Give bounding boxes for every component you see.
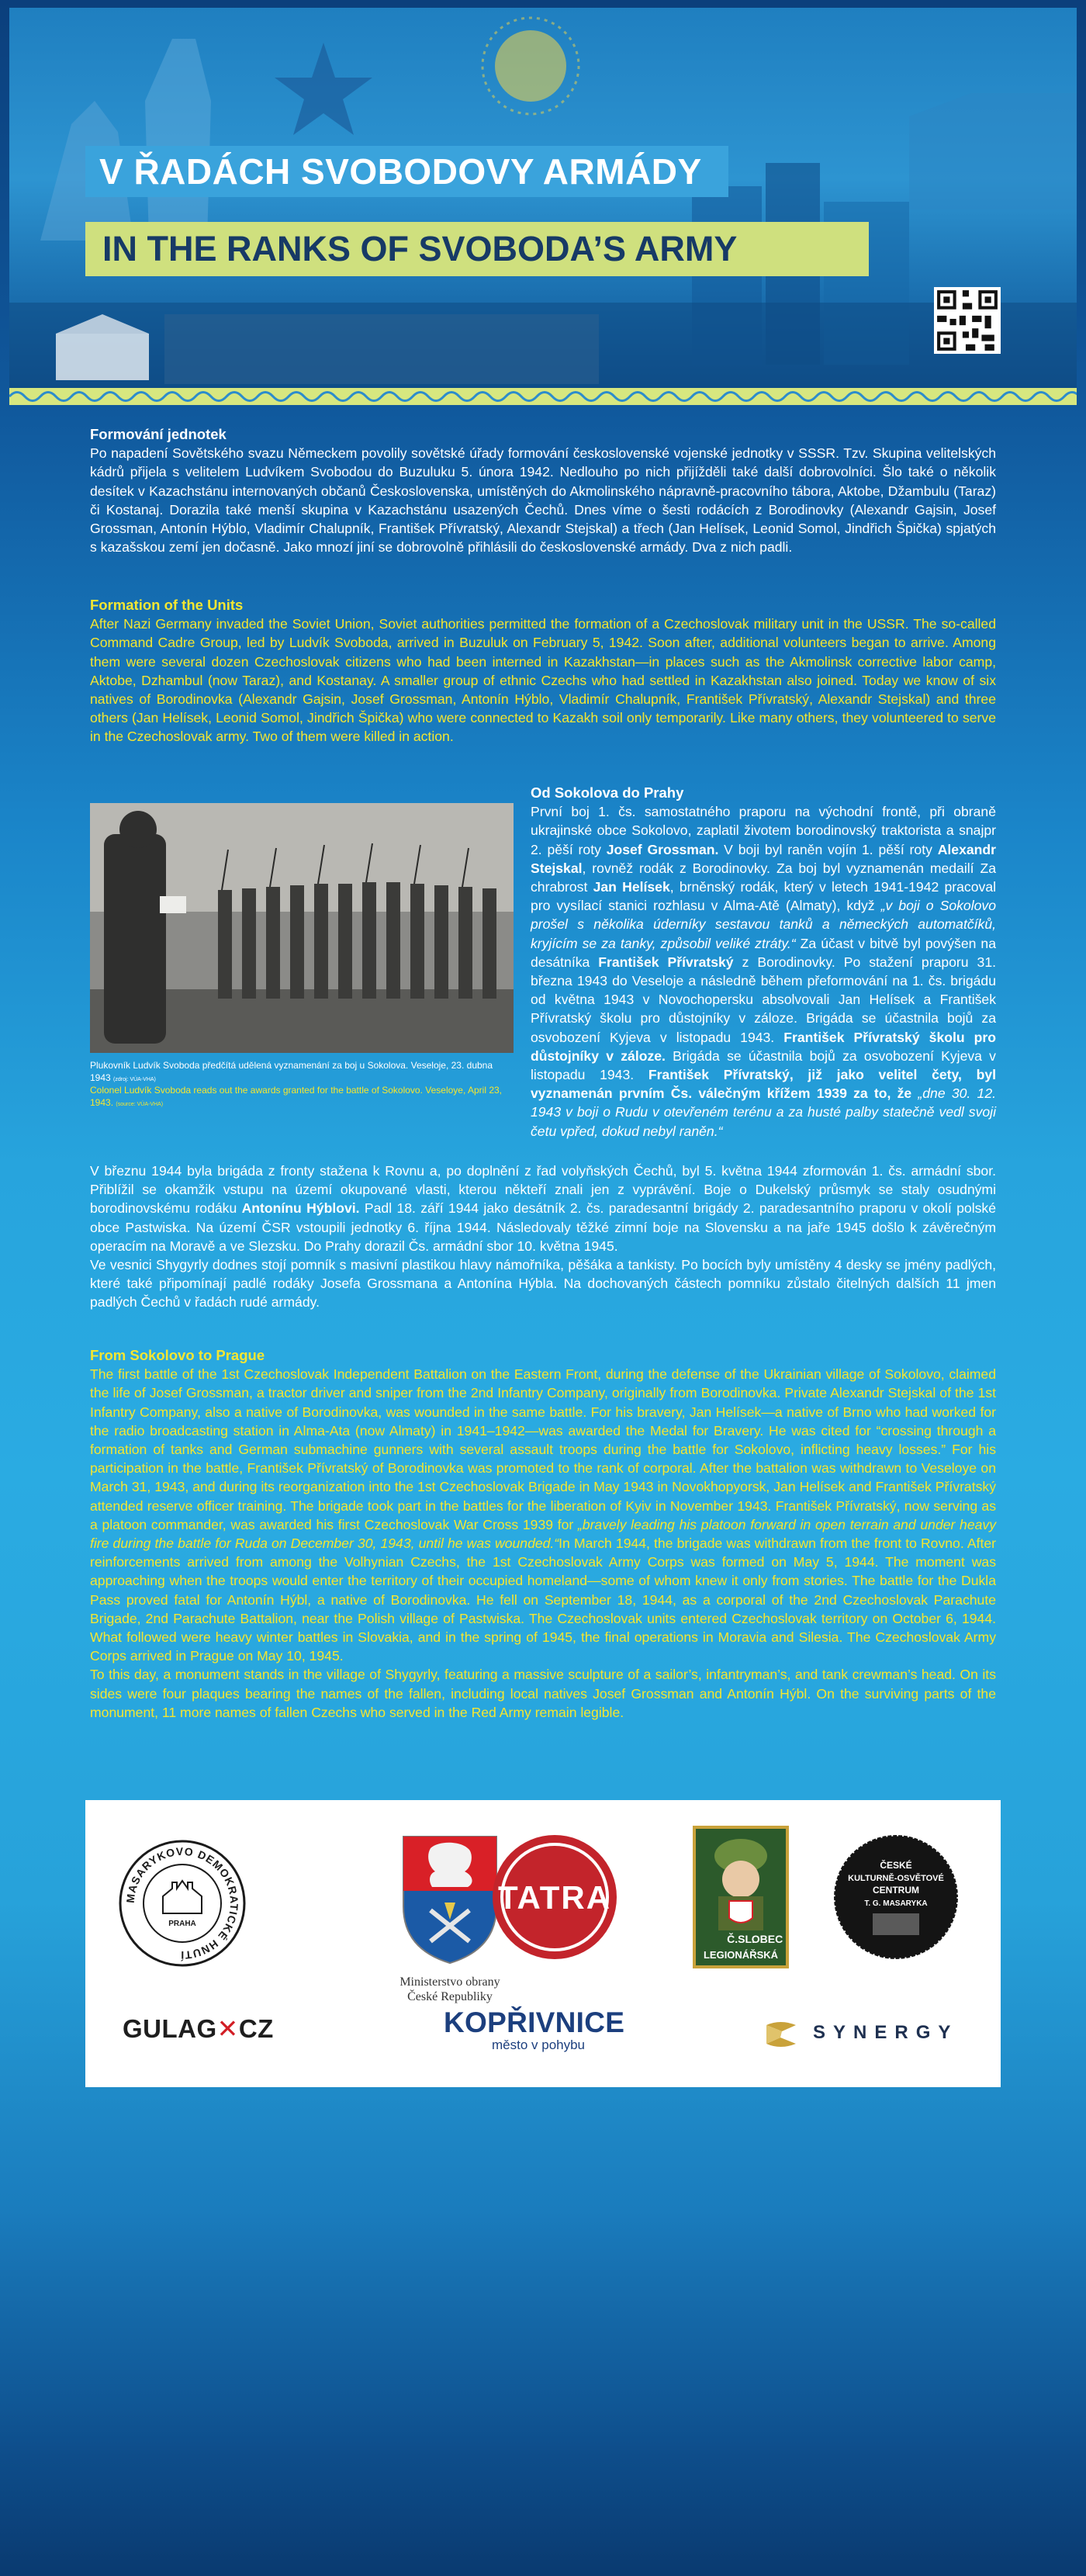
photo-source-en: (source: VÚA-VHA): [116, 1101, 164, 1107]
text-run: , brněnský rodák, který v letech 1941-1942 pracoval pro vysílací stanici rozhlasu v Alma-Atě (Almaty), když: [531, 879, 997, 914]
synergy-wordmark: SYNERGY: [813, 2022, 959, 2043]
title-czech: V ŘADÁCH SVOBODOVY ARMÁDY: [85, 146, 728, 197]
name-stejskal: Alexandr Stejskal: [531, 841, 996, 876]
tgm-line-4: T. G. MASARYKA: [864, 1899, 928, 1908]
text-run: V březnu 1944 byla brigáda z fronty stažena k Rovnu a, po doplnění z řad volyňských Čechů, byl 5. května 1944 zformován 1. čs. armádní sbor. Přiblížil se okamžik vstupu na území okupované vlasti, kterou někteří znali jen z vyprávění. Boje o Dukelský průsmyk se staly osudnými borodinovskému rodáku: [90, 1163, 996, 1217]
text-run: z Borodinovky. Po stažení praporu 31. března 1943 do Veseloje a následně během přeformování na 1. čs. brigádu od května 1943 v Novochopersku absolvovali Jan Helísek a František Přívratský školu pro důstojníky v záloze. Brigáda se účastnila bojů za osvobození Kyjeva v listopadu 1943.: [531, 954, 997, 1045]
heading-formation-en: Formation of the Units: [90, 597, 244, 613]
heading-formation-cz: Formování jednotek: [90, 426, 227, 442]
paragraph-sokolovo-en: [90, 1365, 996, 1665]
koprivnice-tagline: město v pohybu: [492, 2038, 586, 2052]
section-formation-en: [90, 596, 996, 746]
koprivnice-logo: [444, 2008, 669, 2053]
masaryk-city: PRAHA: [168, 1920, 196, 1928]
historical-photo-svoboda: [90, 803, 514, 1053]
tgm-line-2: KULTURNĚ-OSVĚTOVÉ: [848, 1874, 944, 1883]
paragraph-monument-en: To this day, a monument stands in the village of Shygyrly, featuring a massive sculpture of a sailor’s, infantryman’s, and tank crewman’s head. On its sides were four plaques bearing the names of the fallen, including local natives Josef Grossman and Antonín Hýbl. On the surviving parts of the monument, 11 more names of fallen Czechs who served in the Red Army remain legible.: [90, 1667, 996, 1720]
heading-sokolovo-en: From Sokolovo to Prague: [90, 1347, 265, 1363]
tgm-line-1: ČESKÉ: [880, 1860, 912, 1871]
gulag-cz-word: CZ: [238, 2014, 274, 2043]
section-sokolovo-cz-column: [531, 784, 996, 1141]
paragraph-sokolovo-cz-column: [531, 802, 996, 1141]
legion-line-2: OBEC: [751, 1933, 783, 1945]
photo-caption-cz-text: Plukovník Ludvík Svoboda předčítá udělená vyznamenání za boj u Sokolova. Veselojе, 23. dubna 1943: [90, 1060, 493, 1083]
text-run: Brigáda se účastnila bojů za osvobození Kyjeva v listopadu 1943.: [531, 1047, 996, 1083]
partner-logos: [85, 1800, 1001, 2087]
ministry-of-defence-label: [372, 1975, 527, 2004]
mocr-line-2: České Republiky: [407, 1990, 493, 2003]
award-privratsky: František Přívratský, již jako velitel čety, byl vyznamenán prvním Čs. válečným křížem 1939 za to, že: [531, 1067, 996, 1102]
masaryk-movement-logo: [116, 1837, 248, 1969]
gulag-cross-icon: ✕: [216, 2014, 239, 2043]
photo-caption-en-text: Colonel Ludvík Svoboda reads out the awards granted for the battle of Sokolovo. Veseloye, April 23, 1943.: [90, 1085, 503, 1108]
section-formation-cz: [90, 425, 996, 556]
paragraph-formation-en: After Nazi Germany invaded the Soviet Union, Soviet authorities permitted the formation of a Czechoslovak military unit in the USSR. The so-called Command Cadre Group, led by Ludvík Svoboda, arrived in Buzuluk on February 5, 1942. Soon after, additional volunteers began to arrive. Among them were several dozen Czechoslovak citizens who had been interned in Kazakhstan—in places such as the Akmolinsk corrective labor camp, Aktobe, Dzhambul (now Taraz), and Kostanay. A smaller group of ethnic Czechs who had settled in Kazakhstan also joined. Today we know of six natives of Borodinovka (Alexandr Gajsin, Josef Grossman, Antonín Hýblo, Vladimír Chalupník, František Přívratský, Alexandr Stejskal) and three others (Jan Helísek, Leonid Somol, Jindřich Špička) who were connected to Kazakh soil only temporarily. Like many others, they volunteered to serve in the Czechoslovak army. Two of them were killed in action.: [90, 616, 996, 745]
text-run: Za účast v bitvě byl povýšen na desátníka: [531, 935, 997, 970]
qr-code-icon: [934, 287, 1001, 354]
text-run: První boj 1. čs. samostatného praporu na východní frontě, při obraně ukrajinské obce Sokolovo, zaplatil životem borodinovský traktorista a snajpr 2. pěší roty: [531, 804, 996, 857]
section-sokolovo-cz-full: [90, 1162, 996, 1312]
paragraph-monument-cz: Ve vesnici Shygyrly dodnes stojí pomník s masivní plastikou hlavy námořníka, pěšáka a tankisty. Po bocích byly umístěny 4 desky se jmény padlých, které také připomínají padlé rodáky Josefa Grossmana a Antonína Hýbla. Na dochovaných částech pomníku zůstalo čitelných dalších 11 jmen padlých Čechů v řadách rudé armády.: [90, 1257, 996, 1311]
tgm-line-3: CENTRUM: [873, 1885, 919, 1896]
text-run: , rovněž rodák z Borodinovky. Za boj byl vyznamenán medailí Za chrabrost: [531, 860, 996, 895]
photo-caption-en: [90, 1085, 514, 1110]
legion-line-1: Č.SL.: [727, 1933, 755, 1945]
section-sokolovo-en: [90, 1346, 996, 1722]
paragraph-formation-cz: Po napadení Sovětského svazu Německem povolily sovětské úřady formování československé vojenské jednotky v SSSR. Tzv. Skupina velitelských kádrů přijela s velitelem Ludvíkem Svobodou do Buzuluku 5. února 1942. Nedlouho po nich přijížděli také další dobrovolníci. Šlo také o několik desítek v Kazachstánu internovaných občanů Československa, umístěných do Akmolinského nápravně-pracovního tábora, Aktobe, Džambulu (Taraz) či Kostanaj. Dorazila také menší skupina v Kazachstánu usazených Čechů. Dnes víme o šesti rodácích z Borodinovky (Alexandr Gajsin, Josef Grossman, Antonín Hýblo, Vladimír Chalupník, František Přívratský, Alexandr Stejskal) a třech (Jan Helísek, Leonid Somol, Jindřich Špička) spjatých s kazašskou zemí jen dočasně. Jako mnozí jiní se dobrovolně přihlásili do československé armády. Dva z nich padli.: [90, 445, 996, 556]
heading-sokolovo-cz: Od Sokolova do Prahy: [531, 784, 684, 801]
title-english: IN THE RANKS OF SVOBODA’S ARMY: [85, 222, 869, 276]
kazakh-ornament-band: [9, 388, 1077, 405]
name-hybl: Antonínu Hýblovi.: [241, 1200, 360, 1217]
quote-helisek: „v boji o Sokolovo prošel s několika úderníky sestavou tanků a německých automatčíků, kryjícím se za tanky, způsobil veliké ztráty.“: [531, 898, 996, 951]
quote-privratsky-en: „bravely leading his platoon forward in open terrain and under heavy fire during the battle for Ruda on December 30, 1943, until he was wounded.“: [90, 1516, 997, 1552]
tatra-logo: [489, 1831, 621, 1963]
text-run: V boji byl raněn vojín 1. pěší roty: [718, 841, 938, 857]
gulag-word: GULAG: [123, 2014, 217, 2043]
photo-caption-cz: [90, 1060, 514, 1085]
name-helisek: Jan Helísek: [593, 879, 670, 895]
synergy-logo: [762, 2019, 987, 2050]
tgm-cultural-centre-logo: [830, 1831, 962, 1963]
ministry-of-defence-emblem: [399, 1833, 500, 1965]
czechoslovak-legion-logo: [690, 1823, 791, 1971]
gulag-cz-logo: [123, 2013, 309, 2044]
mocr-line-1: Ministerstvo obrany: [399, 1975, 500, 1989]
name-grossman: Josef Grossman.: [606, 841, 719, 857]
masaryk-ring-text: MASARYKOVO DEMOKRATICKÉ HNUTÍ: [123, 1844, 241, 1962]
photo-source-cz: (zdroj: VÚA-VHA): [113, 1076, 156, 1082]
name-privratsky-school: František Přívratský školu pro důstojníky v záloze.: [531, 1029, 996, 1064]
text-run: The first battle of the 1st Czechoslovak Independent Battalion on the Eastern Front, during the defense of the Ukrainian village of Sokolovo, claimed the life of Josef Grossman, a tractor driver and sniper from the 2nd Infantry Company, originally from Borodinovka. Private Alexandr Stejskal of the 1st Infantry Company, also a native of Borodinovka, was wounded in the same battle. For his bravery, Jan Helísek—a native of Brno who had worked for the radio broadcasting station in Alma-Ata (now Almaty) in 1941–1942—was awarded the Medal for Bravery. He was cited for “crossing through a formation of tanks and German submachine gunners with several assault troops during the battle for Sokolovo, inflicting heavy losses.” For his participation in the battle, František Přívratský of Borodinovka was promoted to the rank of corporal. After the battalion was withdrawn to Veseloye on March 31, 1943, and during its reorganization into the 1st Czechoslovak Brigade in May 1943 in Novokhopyorsk, Jan Helísek and František Přívratský attended reserve officer training. The brigade took part in the battles for the liberation of Kyiv in November 1943. František Přívratský, now serving as a platoon commander, was awarded his first Czechoslovak War Cross 1939 for: [90, 1366, 996, 1532]
header-collage: [9, 8, 1077, 388]
text-run: In March 1944, the brigade was withdrawn from the front to Rovno. After reinforcements arrived from among the Volhynian Czechs, the 1st Czechoslovak Army Corps was formed on May 5, 1944. The moment was approaching when the troops would enter the territory of their occupied homeland—some of whom knew it only from stories. The battle for the Dukla Pass proved fatal for Antonín Hýbl, a native of Borodinovka. He fell on September 18, 1944, as a corporal of the 2nd Czechoslovak Parachute Brigade, 2nd Parachute Battalion, near the Polish village of Pastwiska. The Czechoslovak units entered Czechoslovak territory on October 6, 1944. What followed were heavy winter battles in Slovakia, and in the spring of 1945, the final operations in Moravia and Silesia. The Czechoslovak Army Corps arrived in Prague on May 10, 1945.: [90, 1536, 996, 1664]
tatra-wordmark: TATRA: [497, 1879, 612, 1916]
quote-privratsky: „dne 30. 12. 1943 v boji o Rudu v otevřeném terénu a za husté palby statečně vedl svoji četu vpřed, dokud nebyl raněn.“: [531, 1085, 996, 1139]
text-run: Padl 18. září 1944 jako desátník 2. čs. paradesantní brigády 2. paradesantního praporu v okolí polské obce Pastwiska. Na území ČSR vstoupili jednotky 6. října 1944. Následovaly těžké zimní boje na Slovensku a na jaře 1945 došlo k závěrečným operacím na Moravě a ve Slezsku. Do Prahy dorazil Čs. armádní sbor 10. května 1945.: [90, 1200, 996, 1254]
synergy-mark-icon: [762, 2019, 801, 2050]
legion-line-3: LEGIONÁŘSKÁ: [703, 1949, 779, 1961]
paragraph-sokolovo-cz-cont: [90, 1162, 996, 1255]
header-banner: [9, 8, 1077, 388]
koprivnice-wordmark: KOPŘIVNICE: [444, 2006, 625, 2038]
name-privratsky: František Přívratský: [598, 954, 734, 970]
